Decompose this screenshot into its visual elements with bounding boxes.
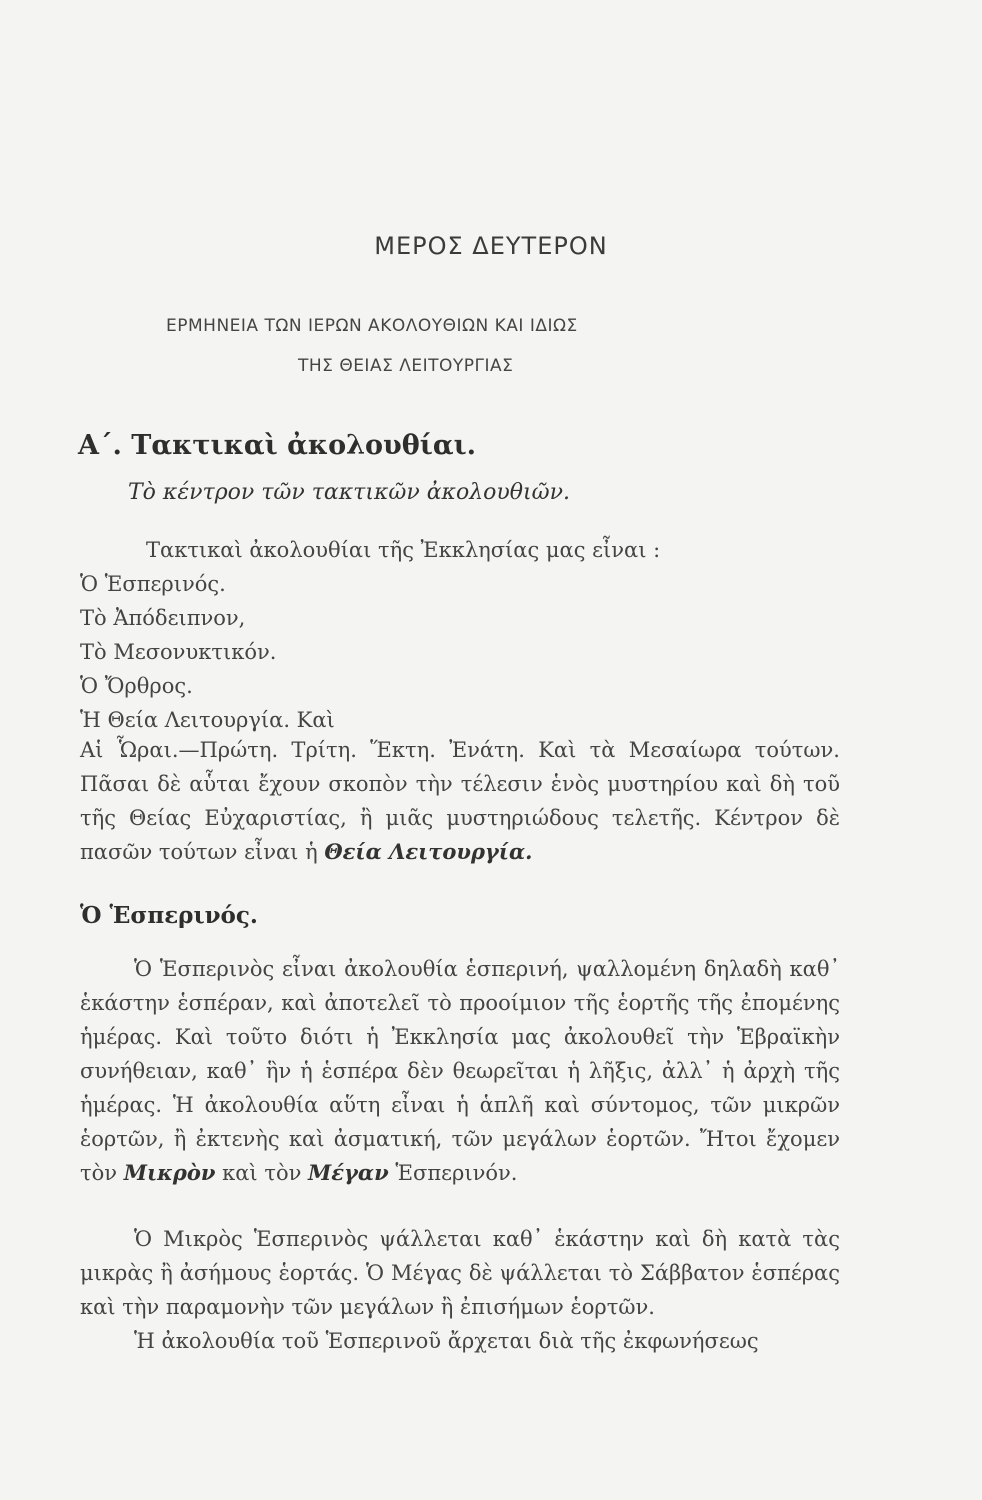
list-item: Ὁ Ὄρθρος.	[80, 674, 193, 698]
section-subheading: Τὸ κέντρον τῶν τακτικῶν ἀκολουθιῶν.	[128, 480, 570, 505]
list-item: Ἡ Θεία Λειτουργία. Καὶ	[80, 708, 335, 732]
section-heading: Α΄. Τακτικαὶ ἀκολουθίαι.	[78, 430, 477, 461]
list-item: Ὁ Ἑσπερινός.	[80, 572, 226, 596]
subtitle-line-2: ΤΗΣ ΘΕΙΑΣ ΛΕΙΤΟΥΡΓΙΑΣ	[298, 356, 514, 376]
paragraph-hours	[80, 733, 840, 869]
part-title: ΜΕΡΟΣ ΔΕΥΤΕΡΟΝ	[374, 232, 608, 260]
great-vespers-emphasis: Μέγαν	[308, 1160, 389, 1185]
paragraph-small-great-vespers: Ὁ Μικρὸς Ἑσπερινὸς ψάλλεται καθ᾽ ἑκάστην καὶ δὴ κατὰ τὰς μικρὰς ἢ ἀσήμους ἑορτάς. Ὁ Μέγας δὲ ψάλλεται τὸ Σάββατον ἑσπέρας καὶ τὴν παραμονὴν τῶν μεγάλων ἢ ἐπισήμων ἑορτῶν.	[80, 1227, 840, 1319]
divine-liturgy-emphasis: Θεία Λειτουργία.	[324, 839, 533, 864]
paragraph-hours-text: Αἱ Ὧραι.—Πρώτη. Τρίτη. Ἕκτη. Ἐνάτη. Καὶ τὰ Μεσαίωρα τούτων. Πᾶσαι δὲ αὗται ἔχουν σκοπὸν τὴν τέλεσιν ἑνὸς μυστηρίου καὶ δὴ τοῦ τῆς Θείας Εὐχαριστίας, ἢ μιᾶς μυστηριώδους τελετῆς. Κέντρον δὲ πασῶν τούτων εἶναι ἡ	[80, 738, 840, 864]
esperinos-heading: Ὁ Ἑσπερινός.	[80, 902, 258, 929]
intro-line: Τακτικαὶ ἀκολουθίαι τῆς Ἐκκλησίας μας εἶναι :	[146, 538, 661, 562]
small-vespers-emphasis: Μικρὸν	[123, 1160, 216, 1185]
list-item: Τὸ Μεσονυκτικόν.	[80, 640, 277, 664]
paragraph-vespers-text: Ὁ Ἑσπερινὸς εἶναι ἀκολουθία ἑσπερινή, ψαλλομένη δηλαδὴ καθ᾽ ἑκάστην ἑσπέραν, καὶ ἀποτελεῖ τὸ προοίμιον τῆς ἑορτῆς τῆς ἐπομένης ἡμέρας. Καὶ τοῦτο διότι ἡ Ἐκκλησία μας ἀκολουθεῖ τὴν Ἑβραϊκὴν συνήθειαν, καθ᾽ ἣν ἡ ἑσπέρα δὲν θεωρεῖται ἡ λῆξις, ἀλλ᾽ ἡ ἀρχὴ τῆς ἡμέρας. Ἡ ἀκολουθία αὕτη εἶναι ἡ ἁπλῆ καὶ σύντομος, τῶν μικρῶν ἑορτῶν, ἢ ἐκτενὴς καὶ ἀσματική, τῶν μεγάλων ἑορτῶν. Ἤτοι ἔχομεν τὸν	[80, 957, 840, 1185]
paragraph-vespers-mid: καὶ τὸν	[222, 1161, 302, 1185]
paragraph-vespers-start: Ἡ ἀκολουθία τοῦ Ἑσπερινοῦ ἄρχεται διὰ τῆς ἐκφωνήσεως	[134, 1329, 759, 1353]
subtitle-line-1: ΕΡΜΗΝΕΙΑ ΤΩΝ ΙΕΡΩΝ ΑΚΟΛΟΥΘΙΩΝ ΚΑΙ ΙΔΙΩΣ	[166, 316, 578, 336]
paragraph-vespers-end: Ἑσπερινόν.	[395, 1161, 518, 1185]
paragraph-vespers	[80, 952, 840, 1190]
list-item: Τὸ Ἀπόδειπνον,	[80, 606, 246, 630]
